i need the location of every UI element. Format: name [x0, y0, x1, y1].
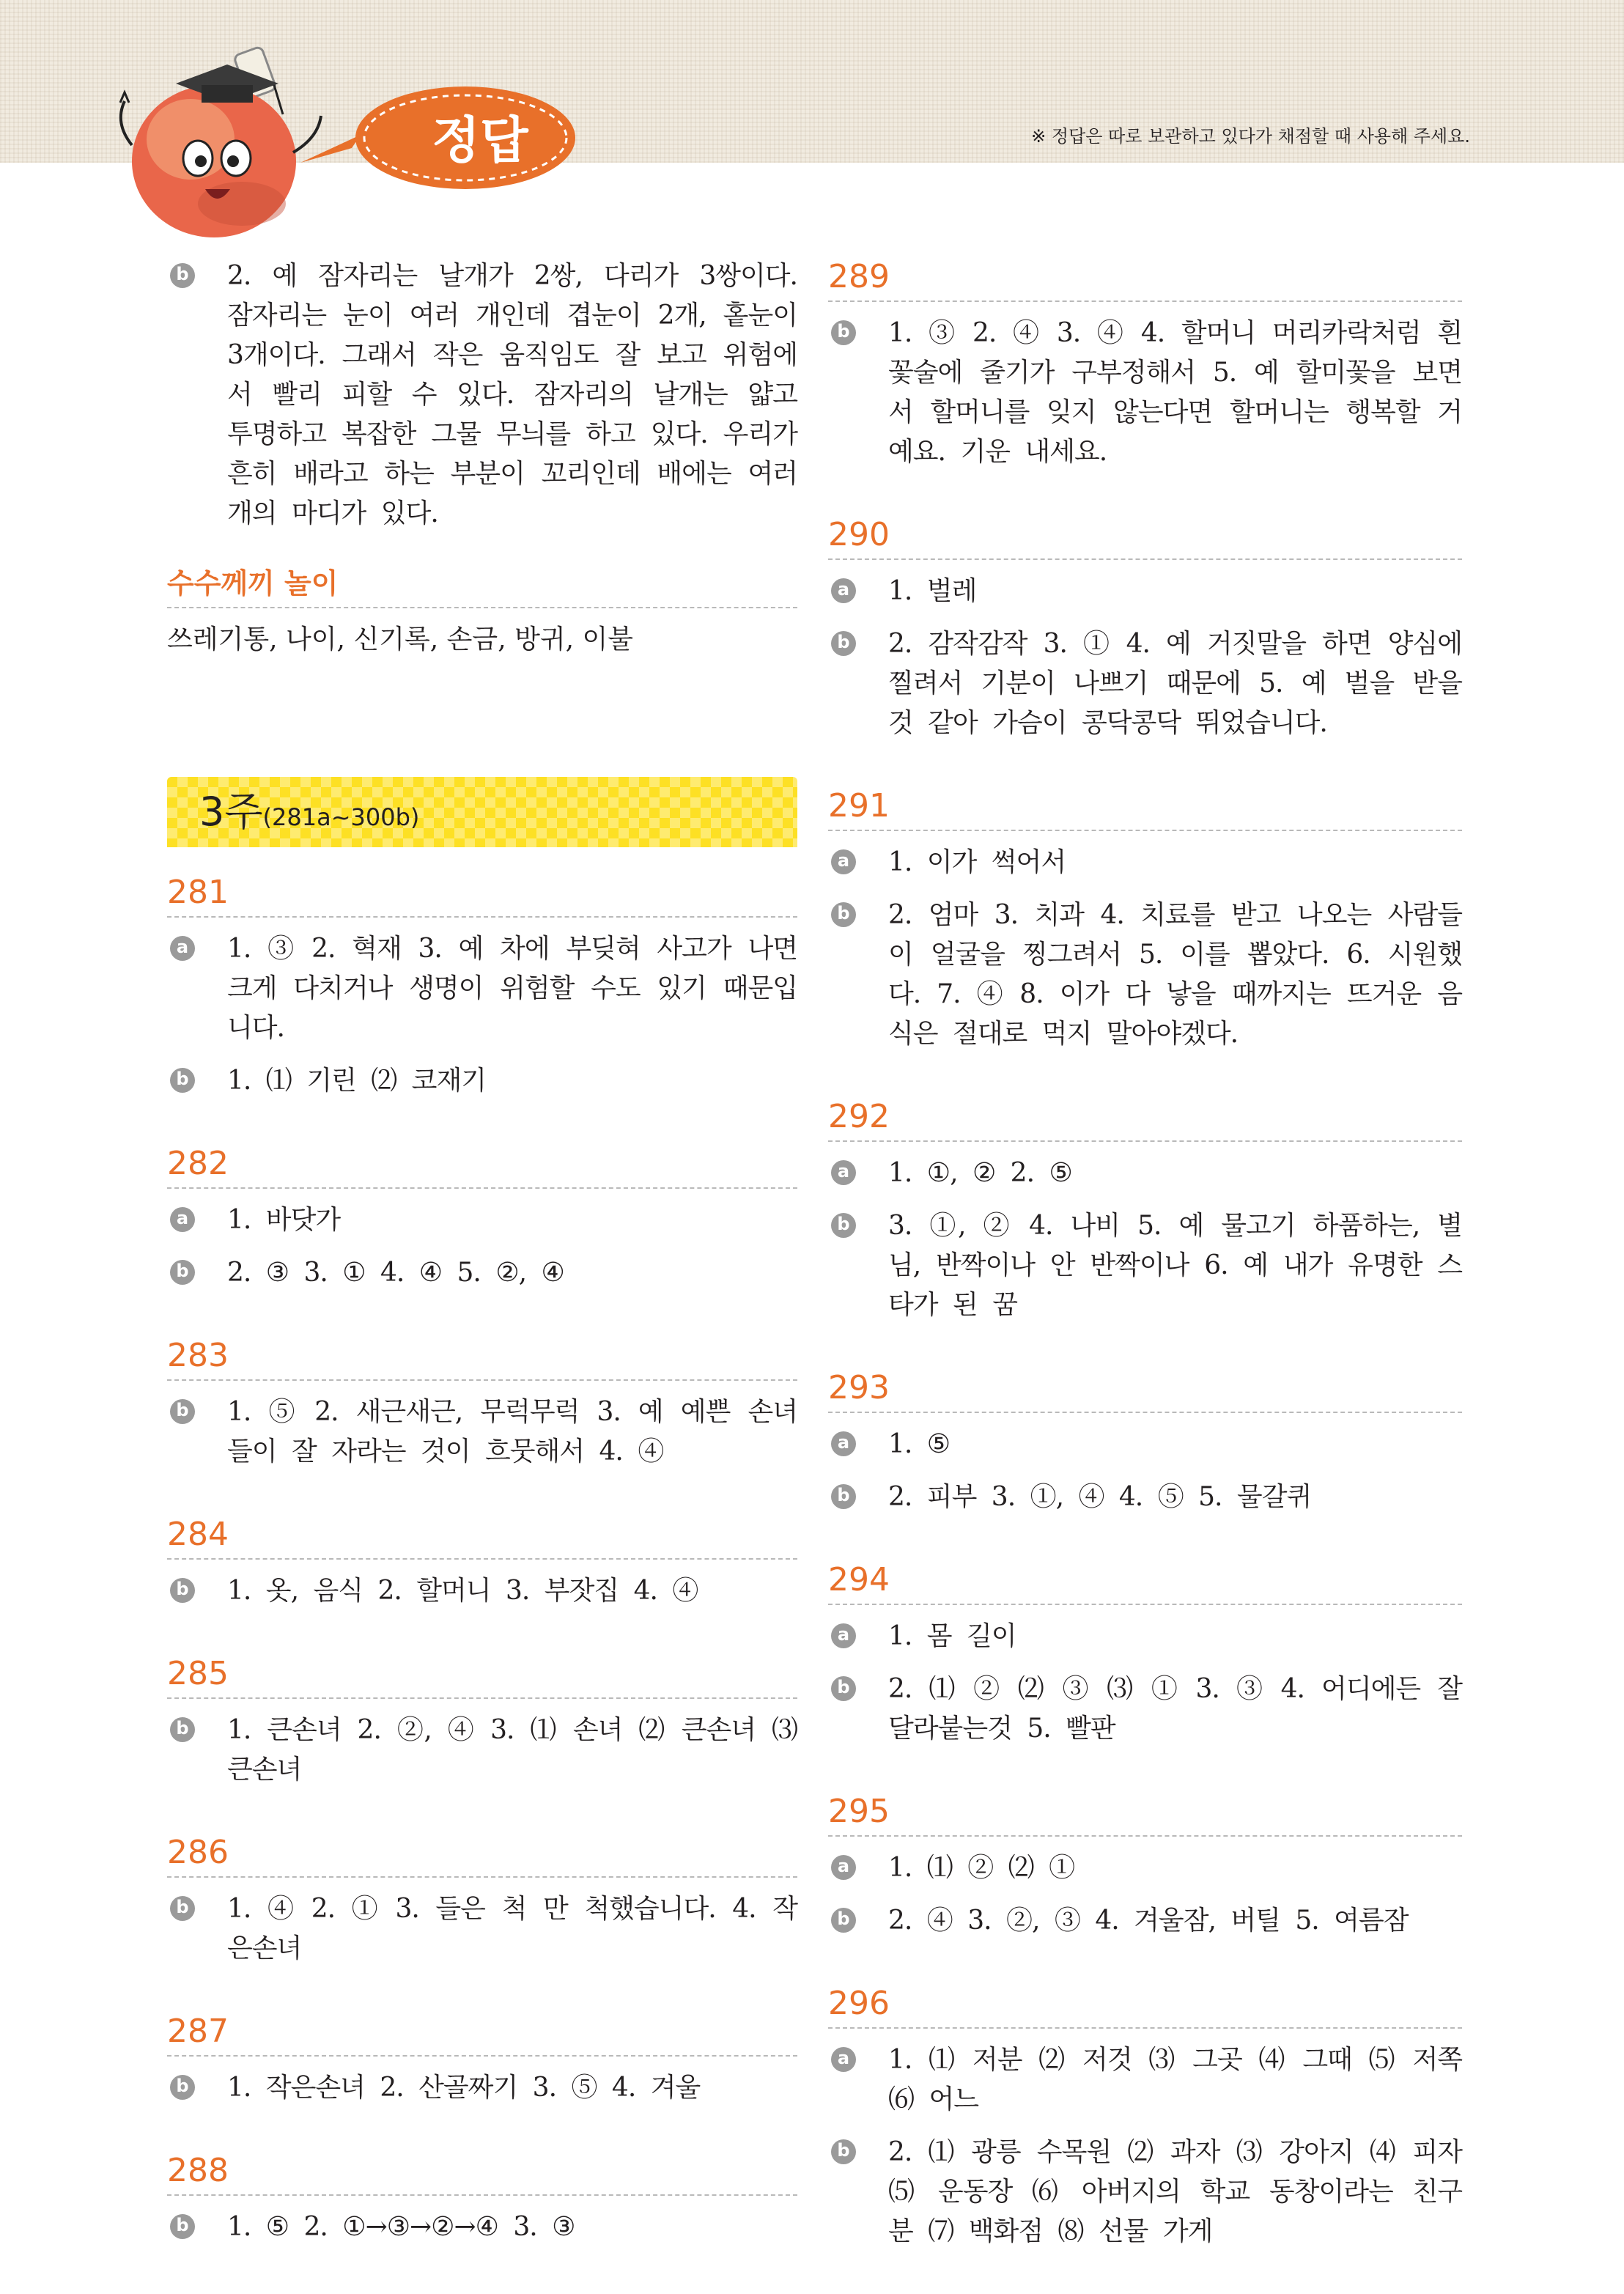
section-number: 291: [828, 786, 1462, 831]
answer-text: 1. 바닷가: [227, 1205, 341, 1235]
answer-text: 2. 감작감작 3. ① 4. 예 거짓말을 하면 양심에 찔려서 기분이 나쁘기 때문에 5. 예 벌을 받을 것 같아 가슴이 콩닥콩닥 뛰었습니다.: [888, 629, 1462, 738]
answer-row: [828, 1206, 1462, 1325]
answer-text: 1. ③ 2. ④ 3. ④ 4. 할머니 머리카락처럼 흰 꽃술에 줄기가 구부정해서 5. 예 할미꽃을 보면서 할머니를 잊지 않는다면 할머니는 행복할 거예요. 기운 내세요.: [888, 318, 1462, 467]
answer-row: [828, 1901, 1462, 1941]
answer-text: 1. 벌레: [888, 576, 977, 606]
answer-text: 1. ⑤ 2. ①→③→②→④ 3. ③: [227, 2212, 575, 2242]
answer-row: [167, 1571, 797, 1611]
answer-section-283: [167, 1335, 797, 1472]
b-badge: b: [170, 1578, 195, 1603]
section-number: 294: [828, 1560, 1462, 1605]
section-number: 281: [167, 872, 797, 918]
answer-text: 1. ①, ② 2. ⑤: [888, 1158, 1072, 1188]
answer-row: [828, 1848, 1462, 1888]
answer-text: 3. ①, ② 4. 나비 5. 예 물고기 하품하는, 별님, 반짝이나 안 반짝이나 6. 예 내가 유명한 스타가 된 꿈: [888, 1211, 1462, 1320]
left-column: [167, 257, 797, 2290]
b-badge: b: [831, 1676, 856, 1701]
answer-row: [167, 1889, 797, 1969]
answer-row: [828, 896, 1462, 1054]
answer-row: [167, 1061, 797, 1101]
answer-row: [167, 1253, 797, 1293]
answer-text: 1. ⑤ 2. 새근새근, 무럭무럭 3. 예 예쁜 손녀들이 잘 자라는 것이 흐뭇해서 4. ④: [227, 1397, 797, 1467]
page-title: 정답: [432, 112, 528, 170]
section-number: 290: [828, 515, 1462, 560]
answer-text: 1. ④ 2. ① 3. 들은 척 만 척했습니다. 4. 작은손녀: [227, 1894, 797, 1963]
answer-row: [828, 1154, 1462, 1193]
answer-section-287: [167, 2011, 797, 2108]
section-number: 283: [167, 1335, 797, 1381]
section-number: 293: [828, 1368, 1462, 1413]
a-badge: a: [831, 1855, 856, 1880]
answer-section-294: [828, 1560, 1462, 1749]
answer-row: [167, 1201, 797, 1240]
answer-section-288: [167, 2150, 797, 2247]
b-badge: b: [831, 902, 856, 927]
b-badge: b: [170, 1896, 195, 1921]
answer-section-282: [167, 1143, 797, 1293]
riddle-title: 수수께끼 놀이: [167, 563, 797, 608]
section-number: 288: [167, 2150, 797, 2196]
answer-text: 1. ③ 2. 혁재 3. 예 차에 부딪혀 사고가 나면 크게 다치거나 생명이 위험할 수도 있기 때문입니다.: [227, 934, 797, 1043]
a-badge: a: [831, 849, 856, 874]
answer-section-281: [167, 872, 797, 1101]
answer-row: [828, 1617, 1462, 1656]
answer-row: [167, 929, 797, 1048]
answer-section-289: [828, 257, 1462, 472]
b-badge: b: [831, 320, 856, 345]
answer-section-285: [167, 1653, 797, 1790]
answer-text: 1. 큰손녀 2. ②, ④ 3. ⑴ 손녀 ⑵ 큰손녀 ⑶ 큰손녀: [227, 1715, 797, 1785]
answer-row: [828, 314, 1462, 472]
answer-section-284: [167, 1514, 797, 1611]
a-badge: a: [170, 1207, 195, 1232]
answer-row: [167, 2068, 797, 2108]
b-badge: b: [831, 631, 856, 656]
b-badge: b: [831, 2139, 856, 2164]
answer-section-290: [828, 515, 1462, 743]
answer-section-286: [167, 1832, 797, 1969]
answer-row: [828, 1425, 1462, 1464]
b-badge: b: [170, 1717, 195, 1742]
a-badge: a: [170, 936, 195, 961]
answer-text: 1. 작은손녀 2. 산골짜기 3. ⑤ 4. 겨울: [227, 2073, 701, 2103]
b-badge: b: [170, 263, 195, 288]
a-badge: a: [831, 1160, 856, 1185]
answer-text: 1. 이가 썩어서: [888, 847, 1066, 877]
section-number: 287: [167, 2011, 797, 2057]
answer-text: 2. ③ 3. ① 4. ④ 5. ②, ④: [227, 1258, 564, 1288]
section-number: 284: [167, 1514, 797, 1560]
section-number: 282: [167, 1143, 797, 1189]
week-banner: [167, 777, 797, 847]
week-range: (281a~300b): [262, 803, 420, 831]
right-answer-sections: [828, 257, 1462, 2251]
section-number: 292: [828, 1096, 1462, 1142]
a-badge: a: [831, 2047, 856, 2072]
section-number: 286: [167, 1832, 797, 1878]
a-badge: a: [831, 1623, 856, 1648]
riddle-section: [167, 563, 797, 660]
b-badge: b: [831, 1213, 856, 1238]
answer-text: 1. ⑴ 저분 ⑵ 저것 ⑶ 그곳 ⑷ 그때 ⑸ 저쪽 ⑹ 어느: [888, 2045, 1462, 2114]
answer-row: [828, 624, 1462, 743]
answer-row: [828, 1478, 1462, 1517]
section-number: 289: [828, 257, 1462, 302]
answer-text: 1. ⑤: [888, 1429, 951, 1459]
a-badge: a: [831, 578, 856, 603]
b-badge: b: [170, 1399, 195, 1424]
week-title: [199, 787, 419, 842]
answer-row: [167, 2208, 797, 2247]
answer-row: [828, 1670, 1462, 1749]
riddle-answers: 쓰레기통, 나이, 신기록, 손금, 방귀, 이불: [167, 624, 634, 654]
answer-section-293: [828, 1368, 1462, 1517]
answer-text: 2. 피부 3. ①, ④ 4. ⑤ 5. 물갈퀴: [888, 1482, 1312, 1512]
answer-section-295: [828, 1791, 1462, 1941]
intro-answer-text: 2. 예 잠자리는 날개가 2쌍, 다리가 3쌍이다. 잠자리는 눈이 여러 개인데 겹눈이 2개, 홑눈이 3개이다. 그래서 작은 움직임도 잘 보고 위험에서 빨리 피할 수 있다. 잠자리의 날개는 얇고 투명하고 복잡한 그물 무늬를 하고 있다. 우리가 흔히 배라고 하는 부분이 꼬리인데 배에는 여러 개의 마디가 있다.: [227, 261, 797, 528]
answer-text: 1. 옷, 음식 2. 할머니 3. 부잣집 4. ④: [227, 1576, 698, 1606]
answer-text: 2. ④ 3. ②, ③ 4. 겨울잠, 버틸 5. 여름잠: [888, 1906, 1409, 1936]
answer-text: 2. ⑴ 광릉 수목원 ⑵ 과자 ⑶ 강아지 ⑷ 피자 ⑸ 운동장 ⑹ 아버지의 학교 동창이라는 친구 분 ⑺ 백화점 ⑻ 선물 가게: [888, 2137, 1462, 2246]
section-number: 285: [167, 1653, 797, 1699]
answer-row-intro: [167, 257, 797, 534]
answer-text: 1. ⑴ ② ⑵ ①: [888, 1853, 1075, 1883]
answer-row: [828, 2040, 1462, 2120]
b-badge: b: [170, 2214, 195, 2239]
answer-text: 2. ⑴ ② ⑵ ③ ⑶ ① 3. ③ 4. 어디에든 잘 달라붙는것 5. 빨판: [888, 1674, 1462, 1744]
left-answer-sections: [167, 872, 797, 2247]
answer-text: 2. 엄마 3. 치과 4. 치료를 받고 나오는 사람들이 얼굴을 찡그려서 5. 이를 뽑았다. 6. 시원했다. 7. ④ 8. 이가 다 낳을 때까지는 뜨거운 음식은 절대로 먹지 말아야겠다.: [888, 900, 1462, 1049]
answer-text: 1. ⑴ 기린 ⑵ 코재기: [227, 1066, 487, 1096]
answer-section-292: [828, 1096, 1462, 1325]
answer-text: 1. 몸 길이: [888, 1621, 1016, 1651]
answer-row: [828, 843, 1462, 882]
answer-row: [167, 1393, 797, 1472]
b-badge: b: [170, 2075, 195, 2100]
a-badge: a: [831, 1431, 856, 1456]
answer-section-291: [828, 786, 1462, 1054]
right-column: [828, 257, 1462, 2294]
b-badge: b: [831, 1908, 856, 1933]
week-label: 3주: [199, 789, 263, 835]
answer-row: [167, 1711, 797, 1790]
answer-row: [828, 572, 1462, 611]
section-number: 296: [828, 1983, 1462, 2029]
b-badge: b: [831, 1484, 856, 1509]
b-badge: b: [170, 1068, 195, 1093]
section-number: 295: [828, 1791, 1462, 1837]
storage-note: ※ 정답은 따로 보관하고 있다가 채점할 때 사용해 주세요.: [1031, 126, 1470, 147]
answer-row: [828, 2133, 1462, 2251]
answer-section-296: [828, 1983, 1462, 2251]
b-badge: b: [170, 1260, 195, 1285]
